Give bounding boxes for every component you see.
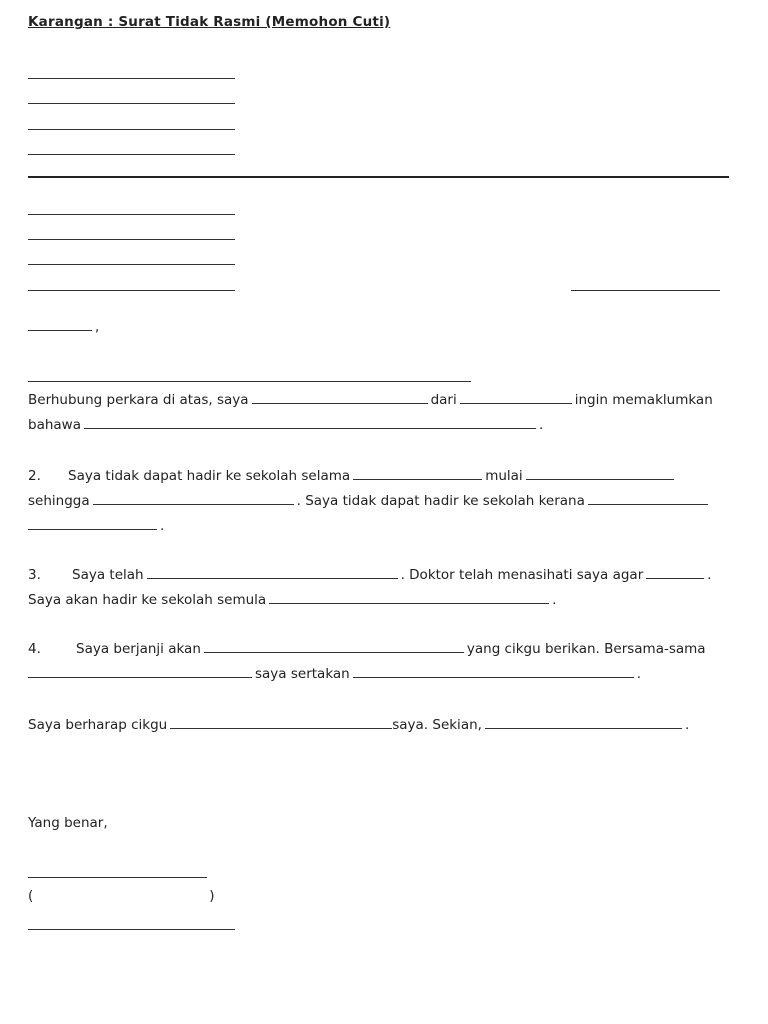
recipient-address-blank[interactable] — [28, 264, 235, 265]
recipient-address-blank[interactable] — [28, 290, 235, 291]
signer-class-blank[interactable] — [28, 929, 235, 930]
closing-blank[interactable] — [485, 716, 682, 729]
promise-blank[interactable] — [204, 640, 464, 653]
duration-blank[interactable] — [353, 467, 482, 480]
end-date-blank[interactable] — [93, 492, 294, 505]
sender-address-blank[interactable] — [28, 78, 235, 79]
subject-blank[interactable] — [28, 381, 471, 382]
recipient-address-blank[interactable] — [28, 239, 235, 240]
sender-address-blank[interactable] — [28, 154, 235, 155]
class-blank[interactable] — [460, 391, 572, 404]
start-date-blank[interactable] — [526, 467, 674, 480]
paragraph-1-line-2: bahawa . — [28, 417, 544, 433]
recipient-address-blank[interactable] — [28, 214, 235, 215]
reason-cont-blank[interactable] — [28, 517, 157, 530]
reason-blank[interactable] — [588, 492, 708, 505]
sender-address-blank[interactable] — [28, 103, 235, 104]
attachment-blank[interactable] — [28, 665, 252, 678]
advice-blank[interactable] — [646, 566, 704, 579]
name-parentheses: ( ) — [28, 888, 215, 904]
paragraph-4-line-1: 4. Saya berjanji akan yang cikgu berikan. Bersama-sama — [28, 641, 706, 657]
greeting-line: , — [28, 318, 99, 335]
action-blank[interactable] — [147, 566, 398, 579]
hope-blank[interactable] — [170, 716, 392, 729]
paragraph-2-line-3: . — [28, 517, 164, 534]
name-blank[interactable] — [252, 391, 428, 404]
paragraph-5-line: Saya berharap cikgu saya. Sekian, . — [28, 717, 690, 733]
date-blank[interactable] — [571, 290, 720, 291]
paragraph-3-line-1: 3. Saya telah . Doktor telah menasihati saya agar . — [28, 567, 712, 583]
attachment-desc-blank[interactable] — [353, 665, 634, 678]
signature-blank[interactable] — [28, 877, 207, 878]
return-date-blank[interactable] — [269, 591, 549, 604]
sender-address-blank[interactable] — [28, 129, 235, 130]
paragraph-1-line-1: Berhubung perkara di atas, saya dari ingin memaklumkan — [28, 392, 713, 408]
page-title: Karangan : Surat Tidak Rasmi (Memohon Cuti) — [28, 14, 391, 30]
paragraph-2-line-2: sehingga . Saya tidak dapat hadir ke sekolah kerana — [28, 492, 711, 509]
paragraph-3-line-2: Saya akan hadir ke sekolah semula . — [28, 592, 557, 608]
paragraph-4-line-2: saya sertakan . — [28, 665, 641, 682]
paragraph-2-line-1: 2. Saya tidak dapat hadir ke sekolah selama mulai — [28, 467, 677, 484]
info-blank[interactable] — [84, 416, 536, 429]
divider — [28, 176, 729, 178]
signer-name-blank[interactable] — [36, 888, 206, 900]
closing-text: Yang benar, — [28, 815, 108, 831]
greeting-blank[interactable] — [28, 318, 92, 331]
